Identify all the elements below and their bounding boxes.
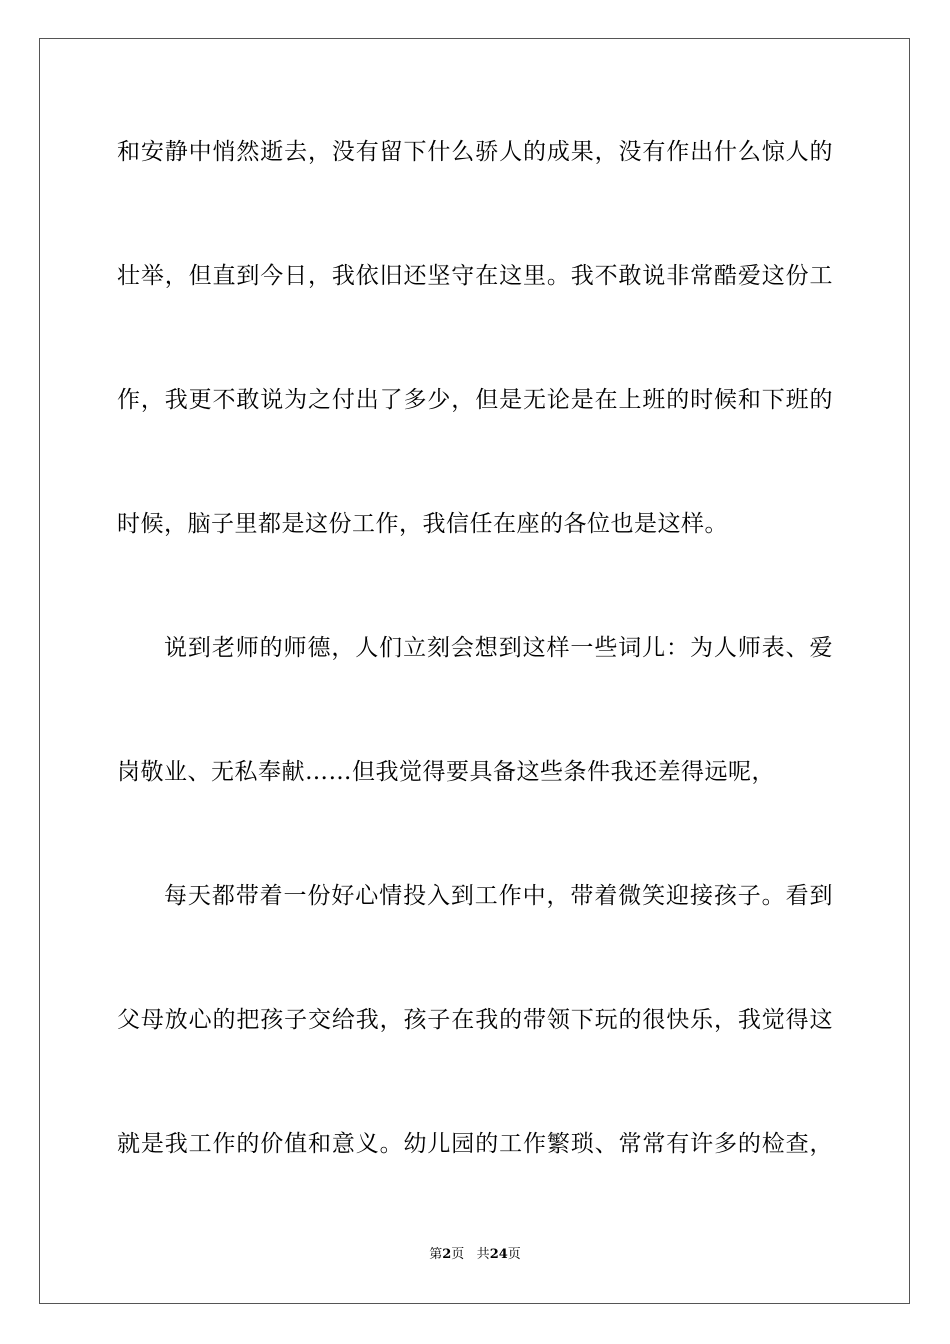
footer-page-prefix: 第 — [429, 1247, 443, 1262]
footer-total-pages: 24 — [489, 1247, 508, 1262]
text-line-3: 作，我更不敢说为之付出了多少，但是无论是在上班的时候和下班的 — [117, 387, 833, 413]
page-footer — [0, 1246, 950, 1264]
footer-total-prefix: 共 — [476, 1247, 490, 1262]
text-line-4: 时候，脑子里都是这份工作，我信任在座的各位也是这样。 — [117, 511, 728, 537]
text-line-2: 壮举，但直到今日，我依旧还坚守在这里。我不敢说非常酷爱这份工 — [117, 263, 833, 289]
text-line-6: 岗敬业、无私奉献……但我觉得要具备这些条件我还差得远呢， — [117, 759, 775, 785]
text-line-9: 就是我工作的价值和意义。幼儿园的工作繁琐、常常有许多的检查， — [117, 1131, 833, 1157]
text-line-1: 和安静中悄然逝去，没有留下什么骄人的成果，没有作出什么惊人的 — [117, 139, 833, 165]
footer-page-number: 2 — [442, 1247, 452, 1262]
page-border — [39, 38, 910, 1304]
footer-total-suffix: 页 — [507, 1247, 521, 1262]
footer-page-suffix: 页 — [451, 1247, 465, 1262]
text-line-7: 每天都带着一份好心情投入到工作中，带着微笑迎接孩子。看到 — [164, 883, 833, 909]
text-line-8: 父母放心的把孩子交给我，孩子在我的带领下玩的很快乐，我觉得这 — [117, 1007, 833, 1033]
text-line-5: 说到老师的师德，人们立刻会想到这样一些词儿：为人师表、爱 — [164, 635, 833, 661]
